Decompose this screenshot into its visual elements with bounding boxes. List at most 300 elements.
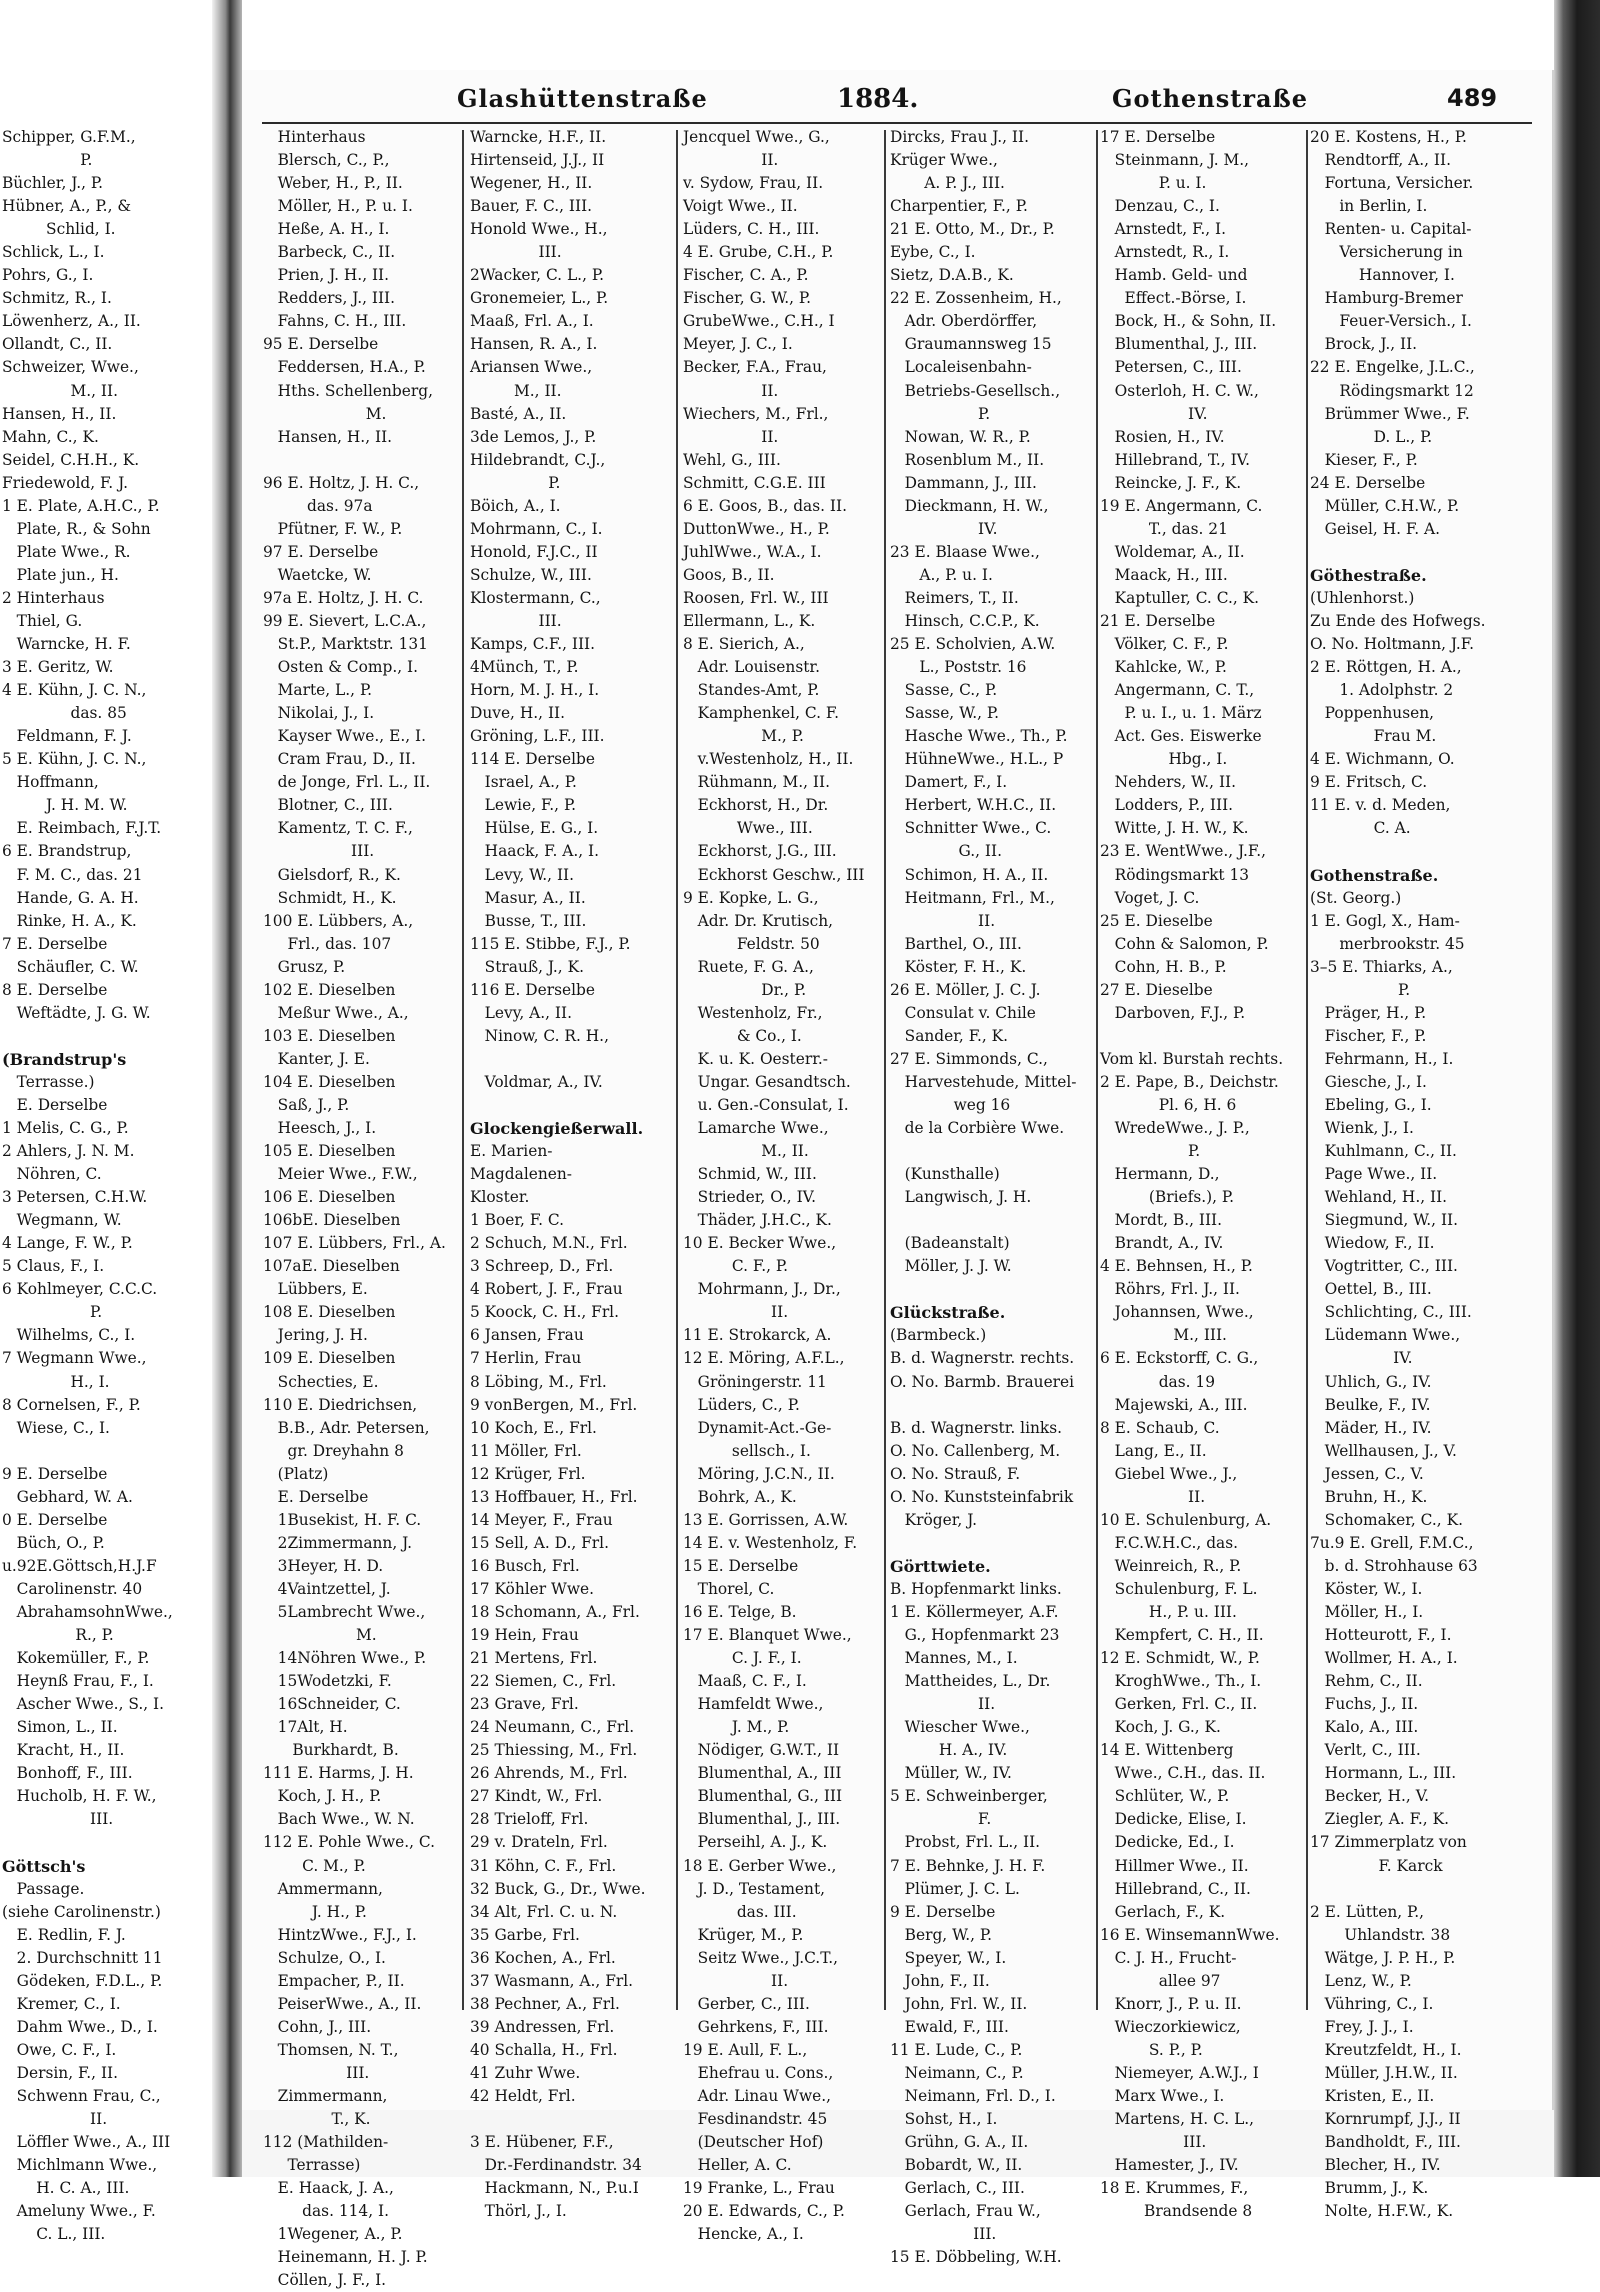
entry-line: Mannes, M., I. bbox=[890, 1649, 1018, 1668]
entry-line: Weftädte, J. G. W. bbox=[2, 1003, 151, 1022]
entry-line: A., P. u. I. bbox=[890, 565, 993, 584]
entry-line: Petersen, C., III. bbox=[1100, 358, 1242, 377]
entry-line: P. bbox=[470, 473, 561, 492]
entry-line: 3–5 E. Thiarks, A., bbox=[1310, 957, 1453, 976]
entry-line: T., K. bbox=[263, 2110, 371, 2129]
entry-line: Hotteurott, F., I. bbox=[1310, 1626, 1452, 1645]
entry-line: (Brandstrup's bbox=[2, 1049, 127, 1069]
entry-line: Blumenthal, G., III bbox=[683, 1787, 843, 1806]
entry-line: 15 E. Derselbe bbox=[683, 1556, 799, 1575]
entry-line: Pohrs, G., I. bbox=[2, 266, 94, 285]
entry-line: u. Gen.-Consulat, I. bbox=[683, 1095, 849, 1114]
entry-line: 15Wodetzki, F. bbox=[263, 1672, 392, 1691]
entry-line bbox=[470, 1094, 675, 1117]
entry-line: Bruhn, H., K. bbox=[1310, 1487, 1428, 1506]
entry-line: Witte, J. H. W., K. bbox=[1100, 819, 1249, 838]
entry-line: 16 Busch, Frl. bbox=[470, 1556, 580, 1575]
entry-line: Hths. Schellenberg, bbox=[263, 381, 433, 400]
entry-line: Gerber, C., III. bbox=[683, 1994, 810, 2013]
entry-line: 2Zimmermann, J. bbox=[263, 1533, 412, 1552]
entry-line: Maack, H., III. bbox=[1100, 565, 1228, 584]
entry-line: Brumm, J., K. bbox=[1310, 2179, 1429, 2198]
entry-line: Hencke, A., I. bbox=[683, 2225, 804, 2244]
entry-line: Localeisenbahn- bbox=[890, 358, 1032, 377]
entry-line: das. III. bbox=[683, 1902, 797, 1921]
entry-line: K. u. K. Oesterr.- bbox=[683, 1049, 828, 1068]
entry-line: Effect.-Börse, I. bbox=[1100, 289, 1247, 308]
entry-line: Wehl, G., III. bbox=[683, 450, 781, 469]
entry-line: Wiedow, F., II. bbox=[1310, 1234, 1435, 1253]
entry-line: 24 Neumann, C., Frl. bbox=[470, 1718, 635, 1737]
entry-line: II. bbox=[890, 1695, 996, 1714]
entry-line: Terrasse.) bbox=[2, 1072, 95, 1091]
entry-line: Müller, C.H.W., P. bbox=[1310, 496, 1460, 515]
entry-line: 8 E. Derselbe bbox=[2, 980, 108, 999]
entry-line: Warncke, H.F., II. bbox=[470, 128, 607, 146]
entry-line: Völker, C. F., P. bbox=[1100, 635, 1229, 654]
entry-line: 2 Schuch, M.N., Frl. bbox=[470, 1234, 628, 1253]
entry-line bbox=[890, 1532, 1095, 1555]
entry-line: Gerlach, Frau W., bbox=[890, 2202, 1041, 2221]
entry-line: Osterloh, H. C. W., bbox=[1100, 381, 1259, 400]
entry-line: 13 Hoffbauer, H., Frl. bbox=[470, 1487, 638, 1506]
entry-line: 6 E. Brandstrup, bbox=[2, 842, 132, 861]
entry-line: Probst, Frl. L., II. bbox=[890, 1833, 1041, 1852]
entry-line: II. bbox=[683, 1971, 789, 1990]
entry-line: M., II. bbox=[470, 381, 562, 400]
entry-line: Hildebrandt, C.J., bbox=[470, 450, 606, 469]
entry-line: C. A. bbox=[1310, 819, 1411, 838]
entry-line: 25 Thiessing, M., Frl. bbox=[470, 1741, 638, 1760]
entry-line: 21 E. Otto, M., Dr., P. bbox=[890, 220, 1055, 239]
entry-line: Kempfert, C. H., II. bbox=[1100, 1626, 1264, 1645]
entry-line: Kalo, A., III. bbox=[1310, 1718, 1419, 1737]
entry-line: 9 E. Fritsch, C. bbox=[1310, 773, 1428, 792]
entry-line: 97a E. Holtz, J. H. C. bbox=[263, 588, 424, 607]
entry-line: II. bbox=[2, 2110, 108, 2129]
entry-line: Gerken, Frl. C., II. bbox=[1100, 1695, 1258, 1714]
entry-line bbox=[470, 2108, 675, 2131]
entry-line: AbrahamsohnWwe., bbox=[2, 1603, 173, 1621]
entry-line: 116 E. Derselbe bbox=[470, 980, 595, 999]
entry-line: Bonhoff, F., III. bbox=[2, 1764, 133, 1783]
entry-line: Verlt, C., III. bbox=[1310, 1741, 1421, 1760]
entry-line: 9 E. Kopke, L. G., bbox=[683, 888, 819, 907]
entry-line: Wellhausen, J., V. bbox=[1310, 1441, 1457, 1460]
entry-line: in Berlin, I. bbox=[1310, 197, 1428, 216]
entry-line: 17 Zimmerplatz von bbox=[1310, 1833, 1467, 1852]
entry-line: Reincke, J. F., K. bbox=[1100, 473, 1242, 492]
entry-line: Hülse, E. G., I. bbox=[470, 819, 599, 838]
entry-line: Marx Wwe., I. bbox=[1100, 2086, 1225, 2105]
entry-line: Saß, J., P. bbox=[263, 1095, 350, 1114]
entry-line: (siehe Carolinenstr.) bbox=[2, 1902, 161, 1921]
entry-line: Rendtorff, A., II. bbox=[1310, 151, 1451, 170]
entry-line: Burkhardt, B. bbox=[263, 1741, 399, 1760]
entry-line: Oettel, B., III. bbox=[1310, 1280, 1432, 1299]
entry-line: 27 Kindt, W., Frl. bbox=[470, 1787, 603, 1806]
entry-line: Kieser, F., P. bbox=[1310, 450, 1418, 469]
entry-line: Jessen, C., V. bbox=[1310, 1464, 1424, 1483]
entry-line: Cohn, J., III. bbox=[263, 2017, 372, 2036]
entry-line: 22 Siemen, C., Frl. bbox=[470, 1672, 617, 1691]
entry-line: Lüdemann Wwe., bbox=[1310, 1326, 1461, 1345]
entry-line: Kracht, H., II. bbox=[2, 1741, 125, 1760]
entry-line: 111 E. Harms, J. H. bbox=[263, 1764, 414, 1783]
entry-line: Owe, C. F., I. bbox=[2, 2040, 117, 2059]
entry-line: Schulze, W., III. bbox=[470, 565, 592, 584]
entry-line: 7u.9 E. Grell, F.M.C., bbox=[1310, 1533, 1474, 1552]
entry-line: Denzau, C., I. bbox=[1100, 197, 1220, 216]
entry-line: Gebhard, W. A. bbox=[2, 1487, 133, 1506]
entry-line: 32 Buck, G., Dr., Wwe. bbox=[470, 1879, 646, 1898]
entry-line: 18 E. Krummes, F., bbox=[1100, 2179, 1249, 2198]
entry-line: 105 E. Dieselben bbox=[263, 1142, 396, 1161]
entry-line: Duve, H., II. bbox=[470, 704, 565, 723]
entry-line: Schweizer, Wwe., bbox=[2, 358, 139, 377]
entry-line: Ameluny Wwe., F. bbox=[2, 2202, 156, 2221]
entry-line: Wegener, H., II. bbox=[470, 174, 593, 193]
entry-line: Gröningerstr. 11 bbox=[683, 1372, 827, 1391]
entry-line: Klostermann, C., bbox=[470, 588, 601, 607]
entry-line: Hansen, H., II. bbox=[2, 404, 117, 423]
column-rule bbox=[462, 130, 464, 2010]
entry-line: B.B., Adr. Petersen, bbox=[263, 1418, 430, 1437]
entry-line: Hamester, J., IV. bbox=[1100, 2156, 1239, 2175]
entry-line: 3de Lemos, J., P. bbox=[470, 427, 597, 446]
entry-line: Schmid, W., III. bbox=[683, 1165, 817, 1184]
entry-line: Rühmann, M., II. bbox=[683, 773, 830, 792]
entry-line: 29 v. Drateln, Frl. bbox=[470, 1833, 608, 1852]
entry-line: Reimers, T., II. bbox=[890, 588, 1019, 607]
entry-line: 5Lambrecht Wwe., bbox=[263, 1603, 426, 1621]
entry-line: 12 E. Möring, A.F.L., bbox=[683, 1349, 845, 1368]
entry-line: Plate, R., & Sohn bbox=[2, 519, 151, 538]
entry-line: 114 E. Derselbe bbox=[470, 750, 595, 769]
entry-line: J. D., Testament, bbox=[683, 1879, 826, 1898]
entry-line: Glückstraße. bbox=[890, 1303, 1006, 1323]
entry-line: das. 85 bbox=[2, 704, 127, 723]
entry-line: Fischer, G. W., P. bbox=[683, 289, 812, 308]
entry-line: 17 E. Blanquet Wwe., bbox=[683, 1626, 852, 1645]
entry-line: Grühn, G. A., II. bbox=[890, 2133, 1029, 2152]
entry-line: Perseihl, A. J., K. bbox=[683, 1833, 828, 1852]
entry-line: Roosen, Frl. W., III bbox=[683, 588, 829, 607]
entry-line: Dr.-Ferdinandstr. 34 bbox=[470, 2156, 642, 2175]
entry-line: Gielsdorf, R., K. bbox=[263, 865, 401, 884]
entry-line: Cram Frau, D., II. bbox=[263, 750, 416, 769]
entry-line: III. bbox=[890, 2225, 997, 2244]
entry-line: F.C.W.H.C., das. bbox=[1100, 1533, 1239, 1552]
entry-line: 9 vonBergen, M., Frl. bbox=[470, 1395, 638, 1414]
entry-line: 9 E. Derselbe bbox=[2, 1464, 108, 1483]
entry-line: 36 Kochen, A., Frl. bbox=[470, 1948, 616, 1967]
entry-line: Feuer-Versich., I. bbox=[1310, 312, 1472, 331]
entry-line: Heesch, J., I. bbox=[263, 1119, 377, 1138]
entry-line: II. bbox=[683, 151, 779, 170]
entry-line: 18 E. Gerber Wwe., bbox=[683, 1856, 837, 1875]
entry-line: Graumannsweg 15 bbox=[890, 335, 1052, 354]
entry-line: Wwe., C.H., das. II. bbox=[1100, 1764, 1266, 1783]
entry-line: das. 19 bbox=[1100, 1372, 1216, 1391]
entry-line: P. bbox=[2, 1303, 103, 1322]
entry-line: Schmitt, C.G.E. III bbox=[683, 473, 826, 492]
entry-line: Geisel, H. F. A. bbox=[1310, 519, 1440, 538]
entry-line: v. Sydow, Frau, II. bbox=[683, 174, 824, 193]
entry-line: 42 Heldt, Frl. bbox=[470, 2086, 576, 2105]
entry-line: 26 E. Möller, J. C. J. bbox=[890, 980, 1041, 999]
entry-line: Blumenthal, A., III bbox=[683, 1764, 842, 1783]
entry-line: P. bbox=[1100, 1142, 1201, 1161]
entry-line: de Jonge, Frl. L., II. bbox=[263, 773, 431, 792]
entry-line: 22 E. Engelke, J.L.C., bbox=[1310, 358, 1475, 377]
entry-line: Zimmermann, bbox=[263, 2086, 388, 2105]
entry-line bbox=[890, 1209, 1095, 1232]
entry-line: 35 Garbe, Frl. bbox=[470, 1925, 580, 1944]
entry-line: M. bbox=[263, 404, 387, 423]
header-right-title: Gothenstraße bbox=[1112, 84, 1309, 113]
entry-line: Wiescher Wwe., bbox=[890, 1718, 1030, 1737]
entry-line: Hinsch, C.C.P., K. bbox=[890, 611, 1040, 630]
entry-line: 97 E. Derselbe bbox=[263, 542, 379, 561]
entry-line: Sohst, H., I. bbox=[890, 2110, 998, 2129]
entry-line: Kamphenkel, C. F. bbox=[683, 704, 840, 723]
entry-line: de la Corbière Wwe. bbox=[890, 1119, 1065, 1138]
entry-line: 17Alt, H. bbox=[263, 1718, 348, 1737]
entry-line: Krüger Wwe., bbox=[890, 151, 998, 170]
entry-line: Schlichting, C., III. bbox=[1310, 1303, 1472, 1322]
column-5 bbox=[1100, 126, 1305, 2221]
entry-line: Seitz Wwe., J.C.T., bbox=[683, 1948, 838, 1967]
entry-line: Vom kl. Burstah rechts. bbox=[1100, 1049, 1284, 1068]
entry-line: L., Poststr. 16 bbox=[890, 658, 1027, 677]
entry-line: Voigt Wwe., II. bbox=[683, 197, 798, 216]
entry-line: G., Hopfenmarkt 23 bbox=[890, 1626, 1060, 1645]
entry-line: Heinemann, H. J. P. bbox=[263, 2248, 428, 2267]
entry-line: merbrookstr. 45 bbox=[1310, 934, 1465, 953]
entry-line: 102 E. Dieselben bbox=[263, 980, 396, 999]
entry-line: 2. Durchschnitt 11 bbox=[2, 1948, 163, 1967]
entry-line: P. bbox=[890, 404, 991, 423]
entry-line: 4Münch, T., P. bbox=[470, 658, 579, 677]
entry-line: Voldmar, A., IV. bbox=[470, 1072, 603, 1091]
entry-line: (Kunsthalle) bbox=[890, 1165, 1000, 1184]
entry-line: P. bbox=[1310, 980, 1411, 999]
entry-line: 25 E. Dieselbe bbox=[1100, 911, 1213, 930]
column-3 bbox=[683, 126, 883, 2244]
entry-line: Schlüter, W., P. bbox=[1100, 1787, 1230, 1806]
entry-line: Angermann, C. T., bbox=[1100, 681, 1255, 700]
entry-line: Fesdinandstr. 45 bbox=[683, 2110, 828, 2129]
entry-line: Brock, J., II. bbox=[1310, 335, 1418, 354]
entry-line: Becker, F.A., Frau, bbox=[683, 358, 827, 377]
entry-line: Lübbers, E. bbox=[263, 1280, 368, 1299]
entry-line: Martens, H. C. L., bbox=[1100, 2110, 1255, 2129]
entry-line: Schwenn Frau, C., bbox=[2, 2086, 161, 2105]
entry-line: 34 Alt, Frl. C. u. N. bbox=[470, 1902, 618, 1921]
entry-line: 27 E. Simmonds, C., bbox=[890, 1049, 1048, 1068]
entry-line: Arnstedt, R., I. bbox=[1100, 243, 1230, 262]
entry-line: 3 E. Geritz, W. bbox=[2, 658, 114, 677]
entry-line: Mohrmann, C., I. bbox=[470, 519, 603, 538]
entry-line: Bauer, F. C., III. bbox=[470, 197, 593, 216]
entry-line: weg 16 bbox=[890, 1095, 1011, 1114]
entry-line: Haack, F. A., I. bbox=[470, 842, 600, 861]
entry-line: Schimon, H. A., II. bbox=[890, 865, 1049, 884]
entry-line: Strauß, J., K. bbox=[470, 957, 584, 976]
entry-line: 103 E. Dieselben bbox=[263, 1026, 396, 1045]
entry-line: Westenholz, Fr., bbox=[683, 1003, 823, 1022]
entry-line: Ariansen Wwe., bbox=[470, 358, 593, 377]
entry-line: Friedewold, F. J. bbox=[2, 473, 128, 492]
entry-line: Jering, J. H. bbox=[263, 1326, 368, 1345]
entry-line: Arnstedt, F., I. bbox=[1100, 220, 1227, 239]
entry-line: Consulat v. Chile bbox=[890, 1003, 1036, 1022]
entry-line: O. No. Callenberg, M. bbox=[890, 1441, 1061, 1460]
entry-line: Grusz, P. bbox=[263, 957, 346, 976]
entry-line: F. Karck bbox=[1310, 1856, 1443, 1875]
entry-line: Möller, H., P. u. I. bbox=[263, 197, 413, 216]
entry-line: Koch, J. H., P. bbox=[263, 1787, 382, 1806]
entry-line: Harvestehude, Mittel- bbox=[890, 1072, 1077, 1091]
entry-line: 1. Adolphstr. 2 bbox=[1310, 681, 1454, 700]
entry-line: 20 E. Kostens, H., P. bbox=[1310, 128, 1467, 146]
entry-line: (Briefs.), P. bbox=[1100, 1188, 1235, 1207]
entry-line: II. bbox=[1100, 1487, 1206, 1506]
entry-line: Kanter, J. E. bbox=[263, 1049, 370, 1068]
entry-line: C. F., P. bbox=[683, 1257, 789, 1276]
entry-line: Gerlach, F., K. bbox=[1100, 1902, 1226, 1921]
entry-line: Schlid, I. bbox=[2, 220, 116, 239]
entry-line: Brümmer Wwe., F. bbox=[1310, 404, 1470, 423]
entry-line: Kreutzfeldt, H., I. bbox=[1310, 2040, 1462, 2059]
entry-line: Israel, A., P. bbox=[470, 773, 577, 792]
entry-line: Basté, A., II. bbox=[470, 404, 567, 423]
entry-line: Charpentier, F., P. bbox=[890, 197, 1028, 216]
entry-line: Gronemeier, L., P. bbox=[470, 289, 609, 308]
entry-line: C. J. H., Frucht- bbox=[1100, 1948, 1237, 1967]
entry-line: 23 E. WentWwe., J.F., bbox=[1100, 842, 1266, 861]
entry-line: Kaptuller, C. C., K. bbox=[1100, 588, 1260, 607]
entry-line: 10 E. Schulenburg, A. bbox=[1100, 1510, 1272, 1529]
entry-line: b. d. Strohhause 63 bbox=[1310, 1556, 1478, 1575]
entry-line: allee 97 bbox=[1100, 1971, 1221, 1990]
entry-line: Lang, E., II. bbox=[1100, 1441, 1207, 1460]
entry-line: Schmidt, H., K. bbox=[263, 888, 397, 907]
entry-line: 14 E. v. Westenholz, F. bbox=[683, 1533, 858, 1552]
entry-line: Gödeken, F.D.L., P. bbox=[2, 1971, 163, 1990]
entry-line: Rosien, H., IV. bbox=[1100, 427, 1225, 446]
entry-line: 8 Cornelsen, F., P. bbox=[2, 1395, 141, 1414]
entry-line: Wieczorkiewicz, bbox=[1100, 2017, 1241, 2036]
entry-line: 11 Möller, Frl. bbox=[470, 1441, 582, 1460]
entry-line: 4 Lange, F. W., P. bbox=[2, 1234, 133, 1253]
entry-line: 5 E. Schweinberger, bbox=[890, 1787, 1048, 1806]
entry-line: Rödingsmarkt 12 bbox=[1310, 381, 1474, 400]
entry-line: St.P., Marktstr. 131 bbox=[263, 635, 428, 654]
entry-line: Köster, F. H., K. bbox=[890, 957, 1027, 976]
entry-line: Knorr, J., P. u. II. bbox=[1100, 1994, 1242, 2013]
entry-line: R., P. bbox=[2, 1626, 114, 1645]
entry-line: Sasse, W., P. bbox=[890, 704, 1000, 723]
entry-line: Heller, A. C. bbox=[683, 2156, 792, 2175]
entry-line: Wollmer, H. A., I. bbox=[1310, 1649, 1458, 1668]
entry-line: Warncke, H. F. bbox=[2, 635, 131, 654]
entry-line: O. No. Kunststeinfabrik bbox=[890, 1487, 1074, 1506]
entry-line: Kamentz, T. C. F., bbox=[263, 819, 413, 838]
entry-line: 107 E. Lübbers, Frl., A. bbox=[263, 1234, 446, 1253]
entry-line: Blumenthal, J., III. bbox=[1100, 335, 1258, 354]
entry-line: Gröning, L.F., III. bbox=[470, 727, 605, 746]
entry-line: 110 E. Diedrichsen, bbox=[263, 1395, 418, 1414]
entry-line: Vogtritter, C., III. bbox=[1310, 1257, 1458, 1276]
header-rule bbox=[262, 122, 1532, 124]
entry-line: III. bbox=[470, 243, 562, 262]
running-header bbox=[262, 84, 1532, 120]
entry-line: III. bbox=[263, 842, 375, 861]
entry-line: Maaß, Frl. A., I. bbox=[470, 312, 594, 331]
entry-line: 15 E. Döbbeling, W.H. bbox=[890, 2248, 1062, 2267]
entry-line: Majewski, A., III. bbox=[1100, 1395, 1248, 1414]
entry-line: Empacher, P., II. bbox=[263, 1971, 405, 1990]
entry-line: Bobardt, W., II. bbox=[890, 2156, 1023, 2175]
entry-line: 2 E. Lütten, P., bbox=[1310, 1902, 1425, 1921]
entry-line: 3 Schreep, D., Frl. bbox=[470, 1257, 614, 1276]
entry-line: M., P. bbox=[683, 727, 804, 746]
entry-line: Rehm, C., II. bbox=[1310, 1672, 1423, 1691]
entry-line: Dedicke, Ed., I. bbox=[1100, 1833, 1235, 1852]
entry-line: Koch, J. G., K. bbox=[1100, 1718, 1221, 1737]
entry-line: Wätge, J. P. H., P. bbox=[1310, 1948, 1456, 1967]
entry-line: 11 E. v. d. Meden, bbox=[1310, 796, 1451, 815]
entry-line: Carolinenstr. 40 bbox=[2, 1579, 143, 1598]
page-edge-shadow bbox=[1554, 0, 1600, 2177]
entry-line: Möring, J.C.N., II. bbox=[683, 1464, 835, 1483]
entry-line: Renten- u. Capital- bbox=[1310, 220, 1472, 239]
entry-line: 106bE. Dieselben bbox=[263, 1211, 401, 1230]
entry-line: v.Westenholz, H., II. bbox=[683, 750, 854, 769]
entry-line: P. u. I. bbox=[1100, 174, 1207, 193]
entry-line: A. P. J., III. bbox=[890, 174, 1005, 193]
entry-line: 40 Schalla, H., Frl. bbox=[470, 2040, 618, 2059]
entry-line: Görttwiete. bbox=[890, 1556, 991, 1576]
entry-line bbox=[890, 1394, 1095, 1417]
entry-line: Eckhorst Geschw., III bbox=[683, 865, 865, 884]
entry-line: Hamfeldt Wwe., bbox=[683, 1695, 824, 1714]
entry-line: 41 Zuhr Wwe. bbox=[470, 2063, 581, 2082]
entry-line: D. L., P. bbox=[1310, 427, 1433, 446]
entry-line: 19 E. Aull, F. L., bbox=[683, 2040, 808, 2059]
entry-line: Schipper, G.F.M., bbox=[2, 128, 136, 146]
entry-line: Dahm Wwe., D., I. bbox=[2, 2017, 158, 2036]
entry-line: Herbert, W.H.C., II. bbox=[890, 796, 1057, 815]
entry-line: Kornrumpf, J.J., II bbox=[1310, 2110, 1461, 2129]
entry-line: Büch, O., P. bbox=[2, 1533, 105, 1552]
entry-line: Pl. 6, H. 6 bbox=[1100, 1095, 1237, 1114]
entry-line: Hirtenseid, J.J., II bbox=[470, 151, 605, 170]
entry-line: 115 E. Stibbe, F.J., P. bbox=[470, 934, 631, 953]
entry-line: 10 Koch, E., Frl. bbox=[470, 1418, 597, 1437]
entry-line: Dircks, Frau J., II. bbox=[890, 128, 1029, 146]
entry-line: Lenz, W., P. bbox=[1310, 1971, 1412, 1990]
entry-line: 0 E. Derselbe bbox=[2, 1510, 108, 1529]
entry-line: 16 E. WinsemannWwe. bbox=[1100, 1925, 1280, 1944]
entry-line: Page Wwe., II. bbox=[1310, 1165, 1438, 1184]
entry-line: Wwe., III. bbox=[683, 819, 813, 838]
entry-line: Hucholb, H. F. W., bbox=[2, 1787, 157, 1806]
page-number: 489 bbox=[1447, 84, 1498, 112]
entry-line: 112 E. Pohle Wwe., C. bbox=[263, 1833, 436, 1852]
